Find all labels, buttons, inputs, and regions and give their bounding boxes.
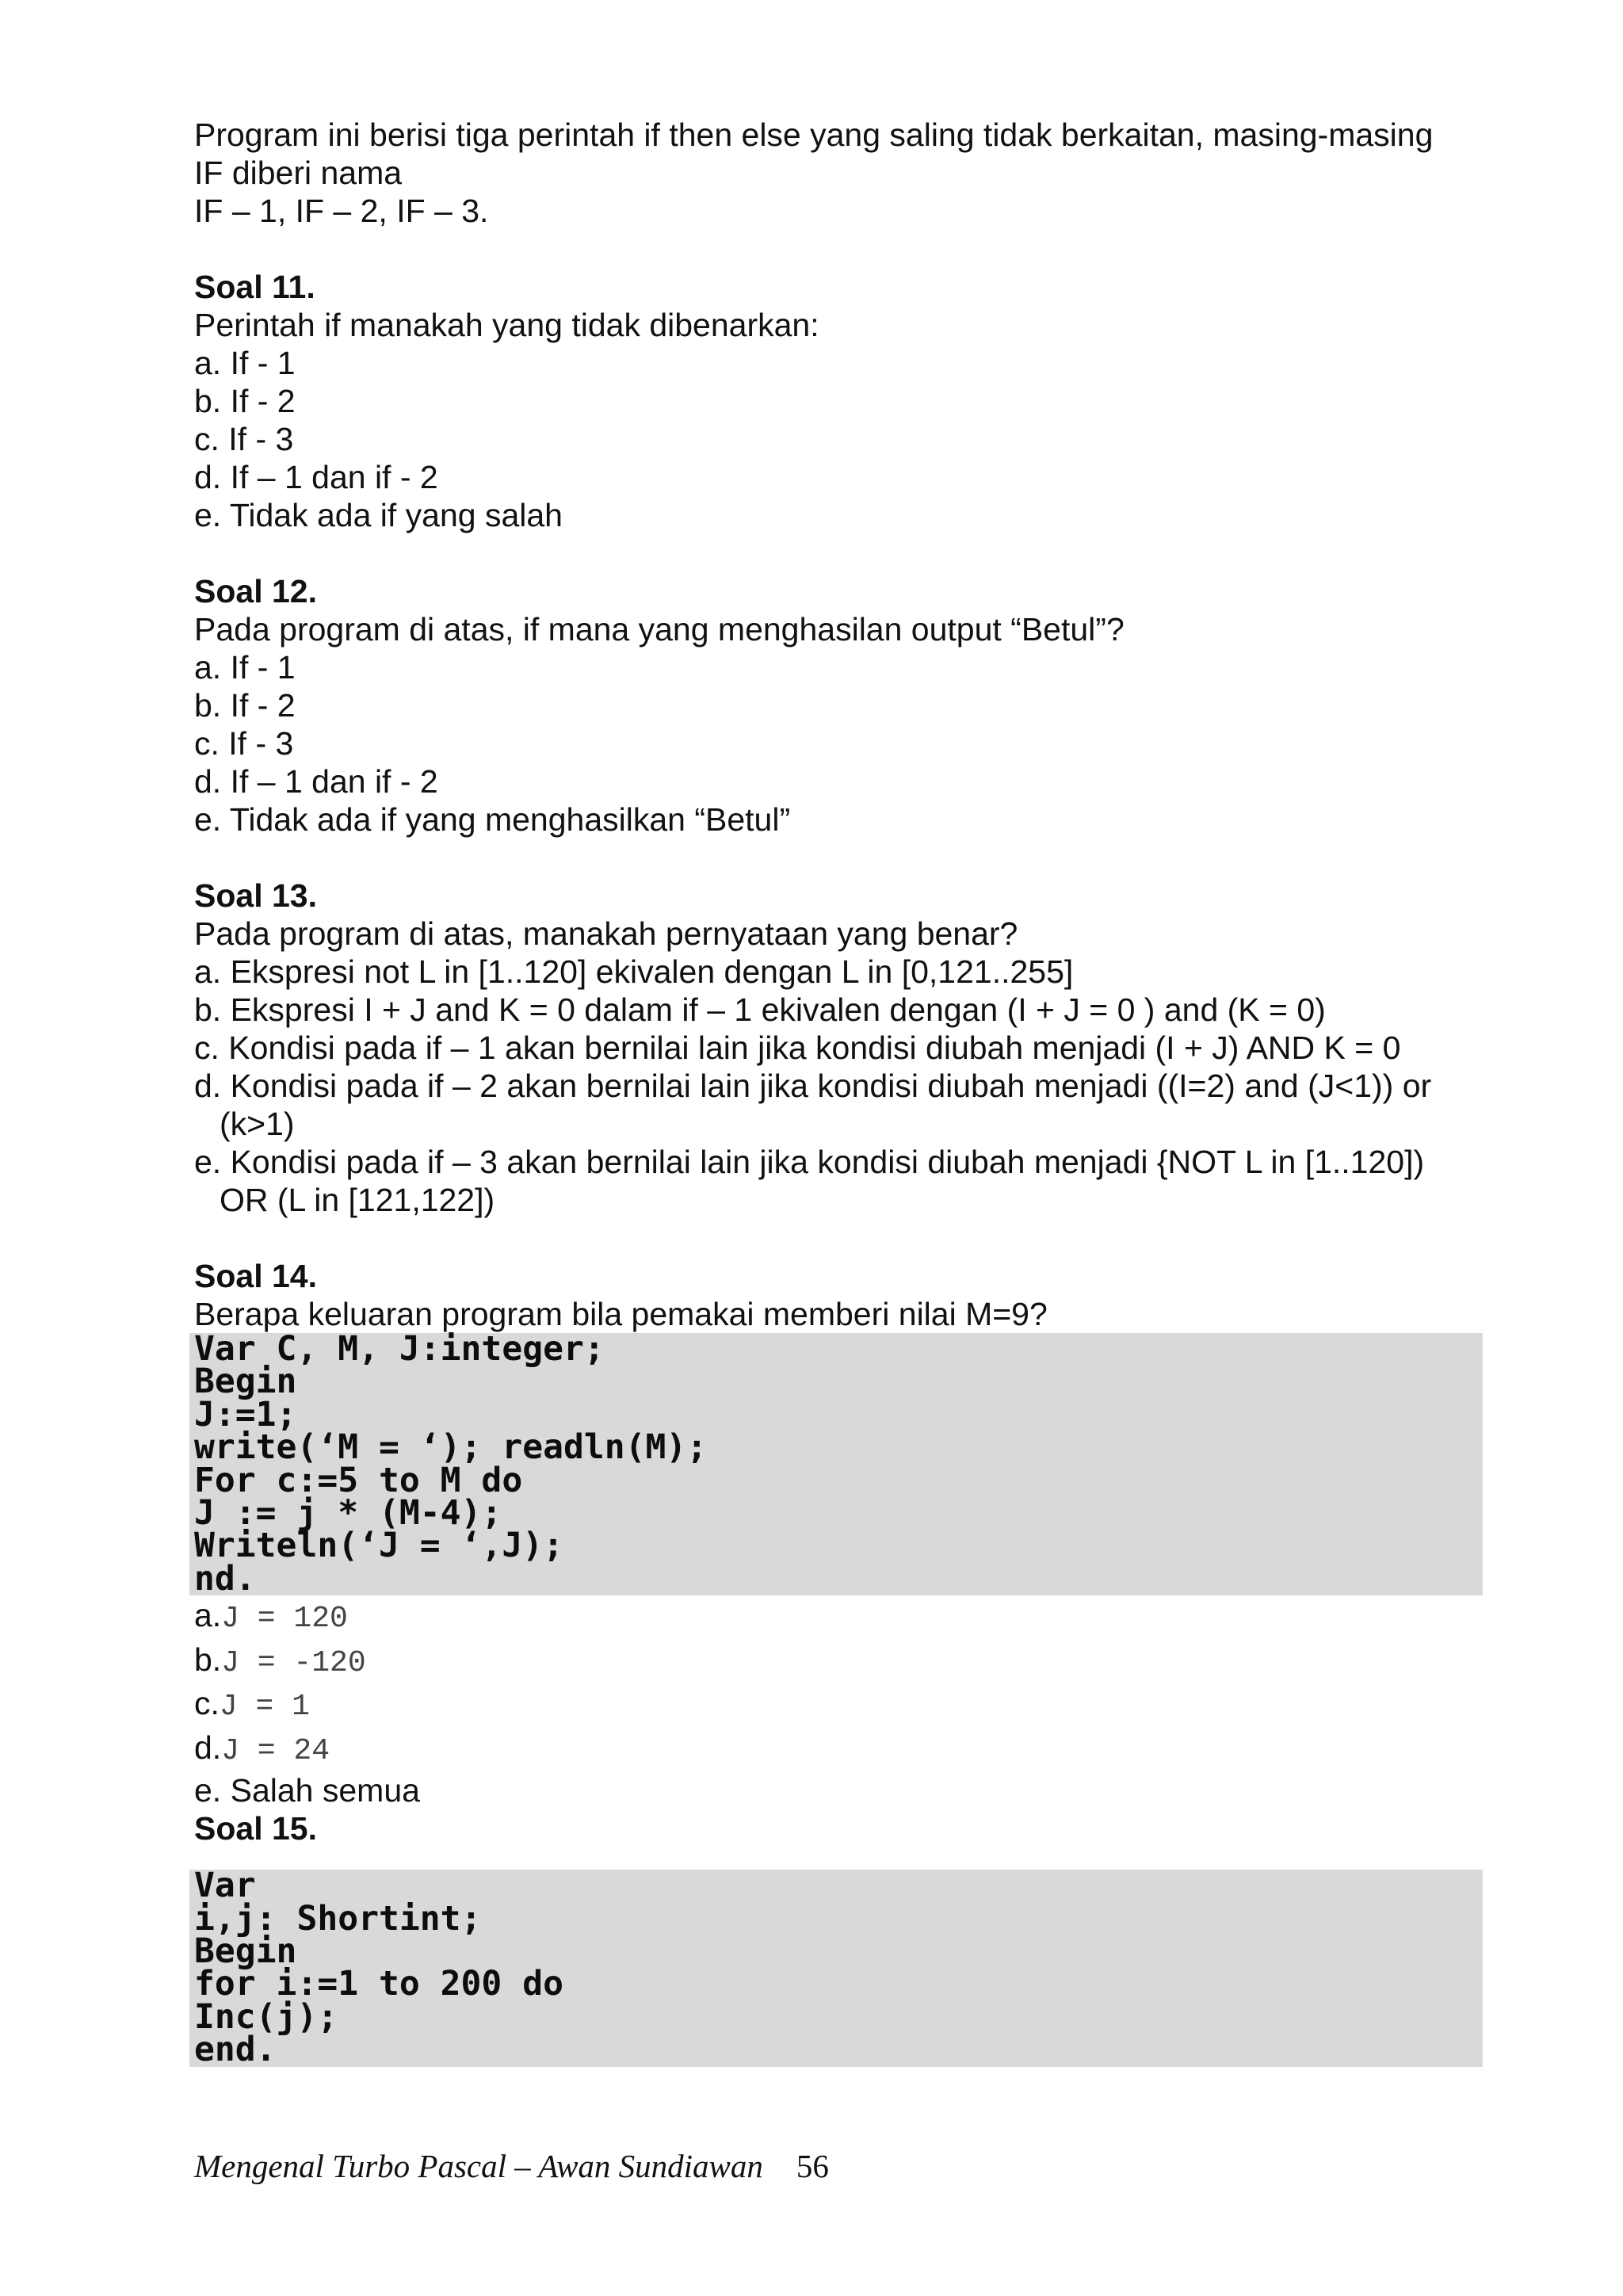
answer-option-continuation: OR (L in [121,122])	[220, 1182, 495, 1218]
intro-line: Program ini berisi tiga perintah if then else yang saling tidak berkaitan, masing-masing	[194, 117, 1434, 153]
question-14	[194, 1257, 1478, 1809]
question-11	[194, 268, 1478, 534]
answer-option	[194, 1683, 1478, 1728]
answer-option: c. If - 3	[194, 421, 294, 457]
code-line: Inc(j);	[194, 1996, 338, 2037]
question-heading: Soal 14.	[194, 1258, 317, 1294]
code-line: i,j: Shortint;	[194, 1898, 482, 1939]
footer-title: Mengenal Turbo Pascal – Awan Sundiawan	[194, 2148, 763, 2184]
answer-option: e. Tidak ada if yang menghasilkan “Betul”	[194, 801, 791, 838]
page-footer	[194, 2146, 829, 2186]
question-text: Perintah if manakah yang tidak dibenarkan:	[194, 307, 819, 343]
code-line: For c:=5 to M do	[194, 1460, 523, 1500]
code-line: for i:=1 to 200 do	[194, 1964, 563, 2004]
intro-line: IF diberi nama	[194, 155, 403, 191]
option-value: J = -120	[221, 1645, 366, 1680]
option-value: J = 120	[221, 1602, 348, 1637]
intro-line: IF – 1, IF – 2, IF – 3.	[194, 193, 489, 229]
code-block	[189, 1866, 1483, 2070]
answer-option	[194, 1640, 1478, 1684]
option-label: e.	[194, 1772, 222, 1809]
question-13	[194, 877, 1478, 1219]
question-text: Pada program di atas, if mana yang menghasilan output “Betul”?	[194, 611, 1125, 648]
code-line: write(‘M = ‘); readln(M);	[194, 1427, 708, 1468]
answer-option: e. Tidak ada if yang salah	[194, 497, 563, 533]
code-line: J:=1;	[194, 1394, 297, 1435]
answer-option: a. Ekspresi not L in [1..120] ekivalen dengan L in [0,121..255]	[194, 953, 1074, 990]
answer-option: e. Kondisi pada if – 3 akan bernilai lain jika kondisi diubah menjadi {NOT L in [1..120])	[194, 1144, 1425, 1180]
option-label: d.	[194, 1729, 222, 1766]
answer-option	[194, 1728, 1478, 1772]
code-line: Begin	[194, 1362, 297, 1402]
answer-option	[194, 1771, 1478, 1809]
answer-option	[194, 1595, 1478, 1640]
page-number: 56	[796, 2148, 829, 2184]
answer-option: b. If - 2	[194, 383, 296, 419]
option-label: a.	[194, 1597, 222, 1634]
question-heading: Soal 13.	[194, 877, 317, 914]
answer-option-continuation: (k>1)	[220, 1106, 295, 1142]
code-line: nd.	[194, 1558, 256, 1599]
code-line: Var	[194, 1866, 256, 1906]
answer-option: a. If - 1	[194, 345, 296, 381]
answer-option: a. If - 1	[194, 649, 296, 686]
question-heading: Soal 15.	[194, 1810, 317, 1847]
option-value: J = 24	[221, 1733, 330, 1768]
document-page	[194, 116, 1478, 2070]
answer-option: d. If – 1 dan if - 2	[194, 459, 438, 495]
option-value: Salah semua	[230, 1772, 420, 1809]
intro-paragraph	[194, 116, 1478, 230]
answer-option: b. Ekspresi I + J and K = 0 dalam if – 1 ekivalen dengan (I + J = 0 ) and (K = 0)	[194, 991, 1326, 1028]
code-line: J := j * (M-4);	[194, 1493, 502, 1534]
answer-option: d. If – 1 dan if - 2	[194, 763, 438, 800]
question-text: Berapa keluaran program bila pemakai memberi nilai M=9?	[194, 1296, 1048, 1332]
answer-option: b. If - 2	[194, 687, 296, 724]
question-heading: Soal 11.	[194, 269, 315, 305]
code-line: Var C, M, J:integer;	[194, 1329, 605, 1369]
answer-option: c. If - 3	[194, 725, 294, 762]
code-block	[189, 1329, 1483, 1599]
option-label: b.	[194, 1641, 222, 1678]
option-value: J = 1	[219, 1690, 310, 1725]
question-15	[194, 1809, 1478, 2070]
code-line: end.	[194, 2030, 277, 2070]
option-label: c.	[194, 1685, 220, 1722]
question-12	[194, 572, 1478, 839]
answer-option: d. Kondisi pada if – 2 akan bernilai lain jika kondisi diubah menjadi ((I=2) and (J<1)) or	[194, 1068, 1432, 1104]
question-text: Pada program di atas, manakah pernyataan yang benar?	[194, 915, 1018, 952]
code-line: Begin	[194, 1931, 297, 1972]
question-heading: Soal 12.	[194, 573, 317, 609]
answer-option: c. Kondisi pada if – 1 akan bernilai lain jika kondisi diubah menjadi (I + J) AND K = 0	[194, 1030, 1401, 1066]
code-line: Writeln(‘J = ‘,J);	[194, 1526, 563, 1566]
